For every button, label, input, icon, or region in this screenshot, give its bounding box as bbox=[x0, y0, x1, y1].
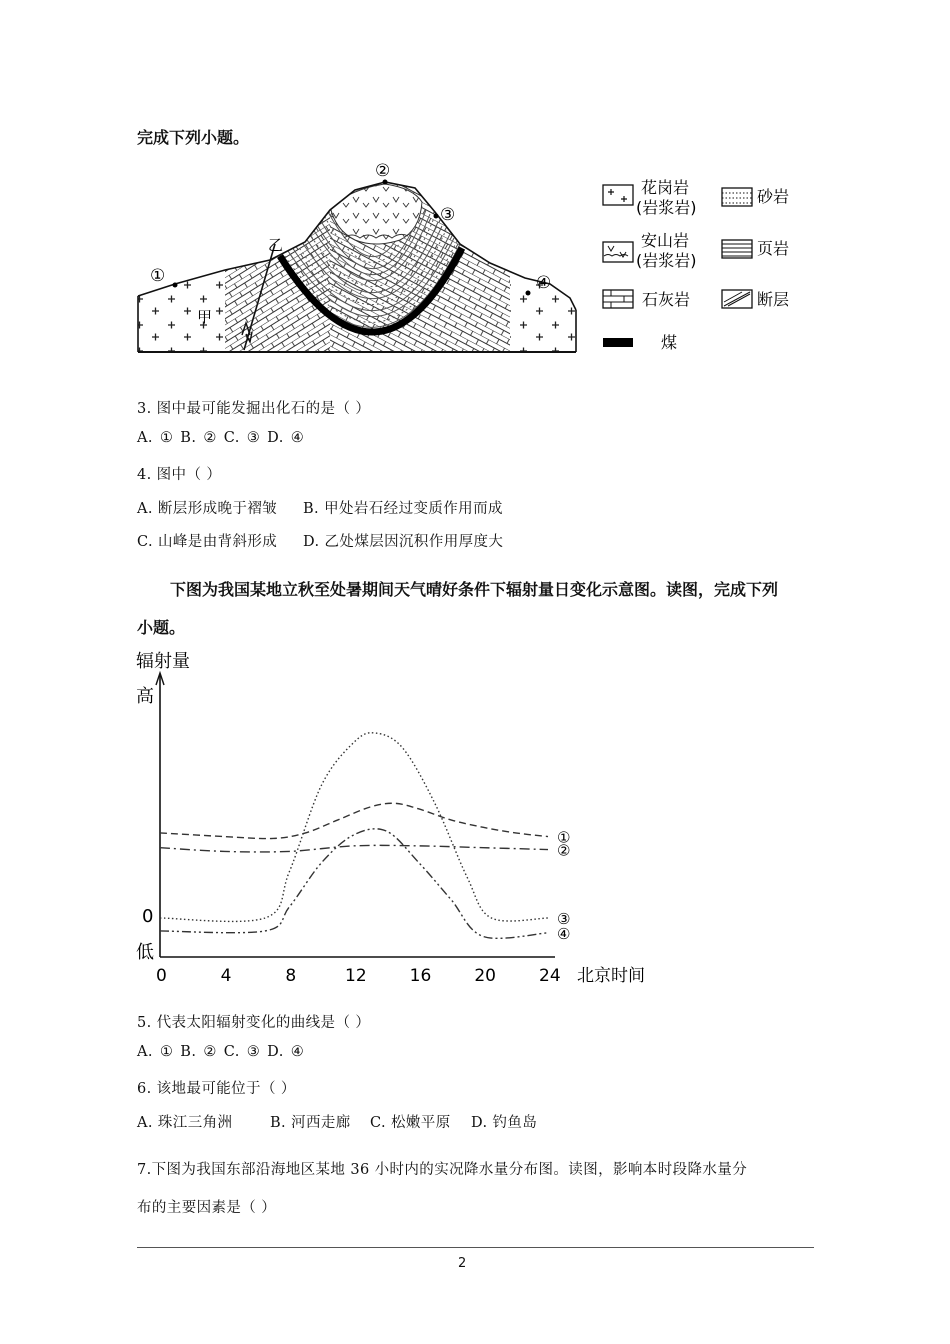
legend-shale-label: 页岩 bbox=[757, 239, 790, 258]
legend-limestone-swatch bbox=[603, 290, 633, 308]
x-tick-label: 4 bbox=[220, 966, 232, 986]
q7-stem-line1: 7.下图为我国东部沿海地区某地 36 小时内的实况降水量分布图。读图，影响本时段降水量分 bbox=[137, 1162, 748, 1178]
footer-divider bbox=[137, 1247, 814, 1248]
series-label-2: ② bbox=[557, 841, 571, 860]
legend-limestone-label: 石灰岩 bbox=[642, 290, 691, 309]
q5-stem: 5. 代表太阳辐射变化的曲线是（ ） bbox=[137, 1015, 371, 1031]
chart-y-high-label: 高 bbox=[136, 686, 154, 707]
marker-3-dot bbox=[434, 214, 439, 219]
legend-shale-swatch bbox=[722, 240, 752, 258]
label-yi: 乙 bbox=[268, 236, 284, 254]
legend-sandstone-label: 砂岩 bbox=[757, 187, 790, 206]
marker-4: ④ bbox=[536, 273, 552, 293]
legend-coal-label: 煤 bbox=[661, 333, 678, 352]
q4-stem: 4. 图中（ ） bbox=[137, 467, 222, 483]
q6-option-a: A. 珠江三角洲 bbox=[137, 1115, 233, 1131]
series-label-3: ③ bbox=[557, 910, 571, 928]
x-tick-label: 20 bbox=[474, 966, 496, 986]
q4-option-c: C. 山峰是由背斜形成 bbox=[137, 534, 278, 550]
section-intro-2-line1: 下图为我国某地立秋至处暑期间天气晴好条件下辐射量日变化示意图。读图，完成下列 bbox=[170, 580, 779, 599]
legend-andesite-swatch bbox=[603, 242, 633, 262]
legend-granite-label: 花岗岩 bbox=[641, 178, 690, 197]
chart-y-zero-label: 0 bbox=[142, 906, 154, 927]
x-tick-label: 8 bbox=[285, 966, 297, 986]
x-tick-label: 24 bbox=[539, 966, 561, 986]
marker-1-dot bbox=[173, 283, 178, 288]
x-tick-label: 16 bbox=[409, 966, 432, 986]
marker-1: ① bbox=[150, 266, 166, 286]
series-line-2 bbox=[160, 845, 548, 852]
radiation-chart bbox=[130, 645, 690, 990]
q6-option-d: D. 钓鱼岛 bbox=[471, 1115, 538, 1131]
legend-andesite-sub: (岩浆岩) bbox=[636, 251, 697, 270]
x-tick-label: 12 bbox=[345, 966, 367, 986]
marker-4-dot bbox=[526, 291, 531, 296]
legend-granite-sub: (岩浆岩) bbox=[636, 198, 697, 217]
x-tick-label: 0 bbox=[156, 966, 167, 986]
q5-options: A. ① B. ② C. ③ D. ④ bbox=[137, 1044, 305, 1060]
q3-options: A. ① B. ② C. ③ D. ④ bbox=[137, 430, 305, 446]
series-line-1 bbox=[160, 803, 548, 838]
marker-2: ② bbox=[375, 161, 391, 181]
legend-granite-swatch bbox=[603, 185, 633, 205]
q3-stem: 3. 图中最可能发掘出化石的是（ ） bbox=[137, 401, 371, 417]
section-intro-2-line2: 小题。 bbox=[137, 618, 186, 637]
q6-stem: 6. 该地最可能位于（ ） bbox=[137, 1081, 296, 1097]
chart-ylabel: 辐射量 bbox=[136, 651, 190, 672]
q4-option-b: B. 甲处岩石经过变质作用而成 bbox=[303, 501, 503, 517]
marker-3: ③ bbox=[440, 205, 456, 225]
q7-stem-line2: 布的主要因素是（ ） bbox=[137, 1200, 277, 1216]
chart-xlabel: 北京时间 bbox=[577, 966, 645, 986]
page-number: 2 bbox=[458, 1256, 467, 1271]
legend-andesite-label: 安山岩 bbox=[641, 231, 690, 250]
section-intro: 完成下列小题。 bbox=[137, 128, 250, 147]
series-label-4: ④ bbox=[557, 924, 571, 943]
chart-y-low-label: 低 bbox=[136, 942, 154, 963]
legend-coal-swatch bbox=[603, 338, 633, 347]
series-label-1: ① bbox=[557, 828, 571, 847]
q6-option-c: C. 松嫩平原 bbox=[370, 1115, 451, 1131]
q4-option-d: D. 乙处煤层因沉积作用厚度大 bbox=[303, 534, 504, 550]
q6-option-b: B. 河西走廊 bbox=[270, 1115, 351, 1131]
series-line-3 bbox=[160, 733, 548, 922]
label-jia: 甲 bbox=[197, 308, 213, 326]
legend-fault-label: 断层 bbox=[757, 290, 790, 309]
legend bbox=[603, 178, 789, 352]
geology-cross-section bbox=[130, 160, 830, 360]
q4-option-a: A. 断层形成晚于褶皱 bbox=[137, 501, 278, 517]
